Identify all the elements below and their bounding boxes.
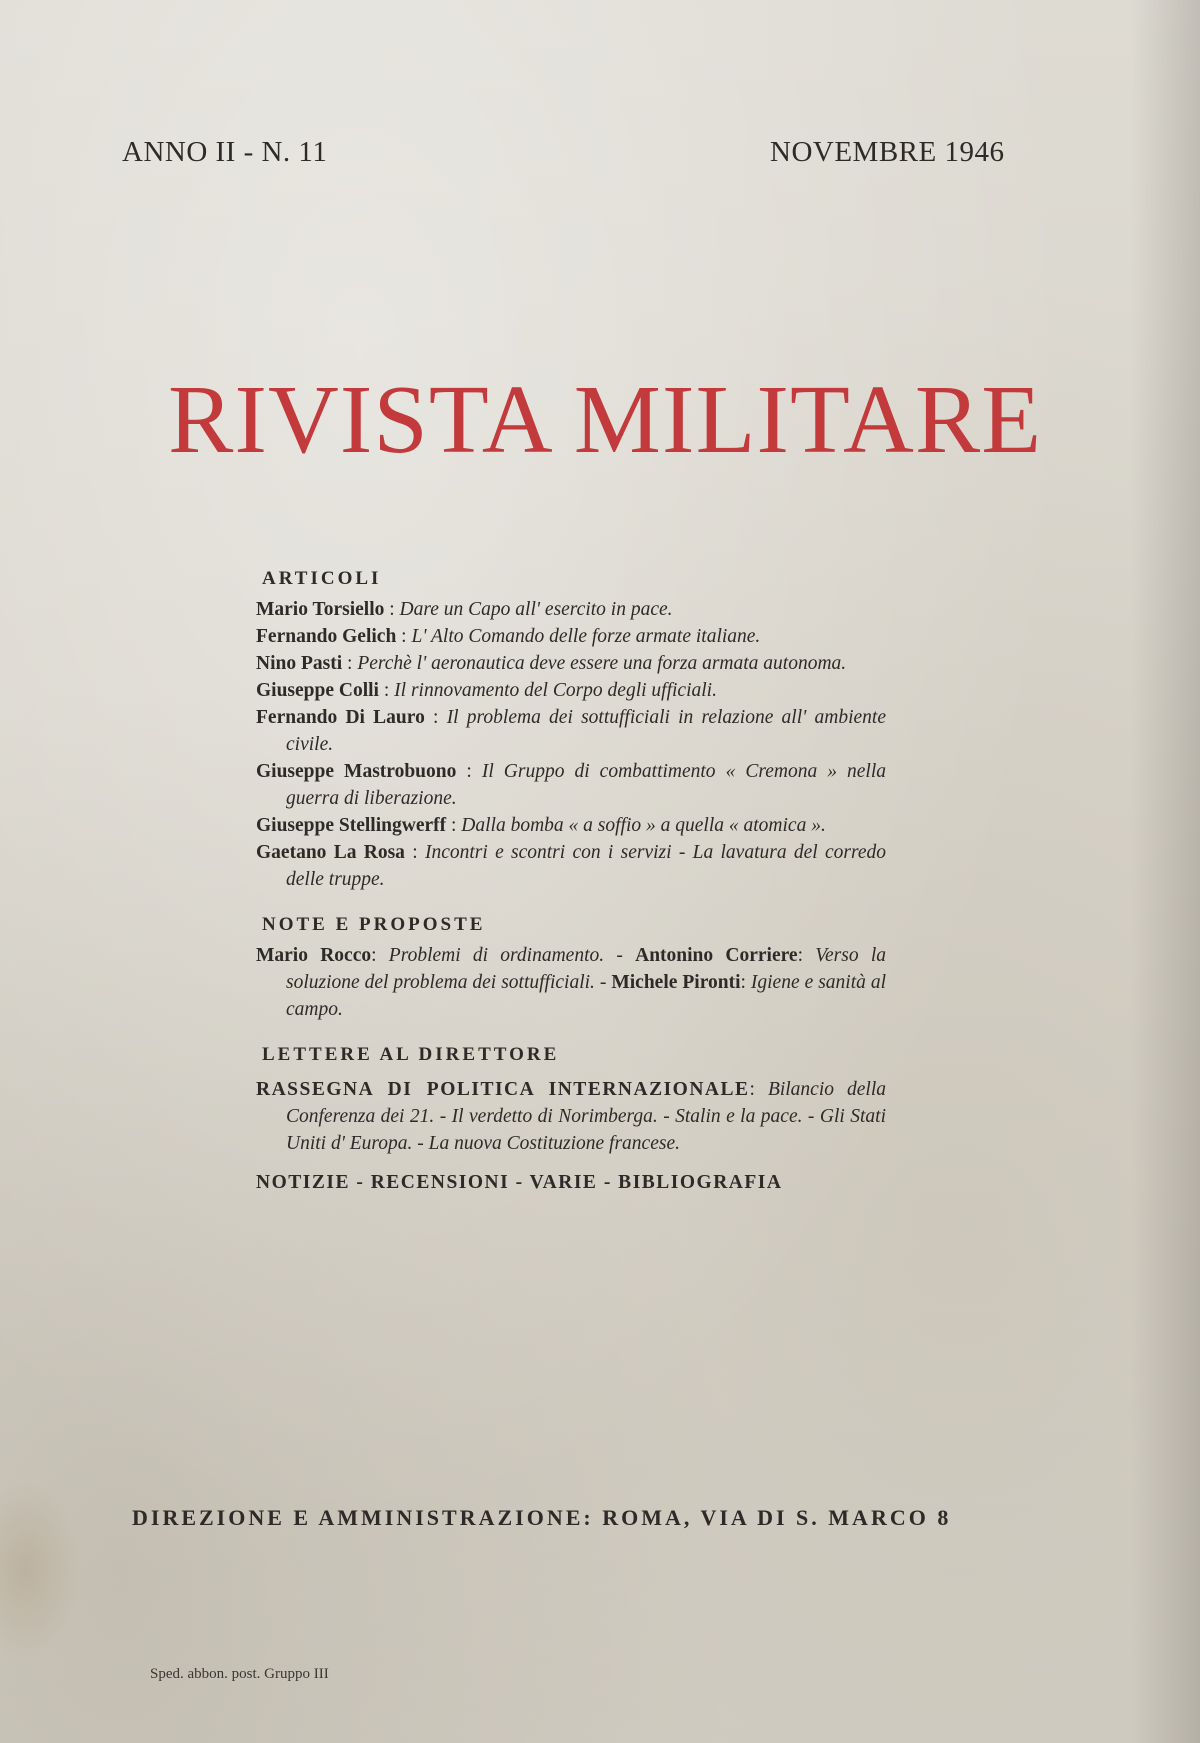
article-title: L' Alto Comando delle forze armate italiane. xyxy=(411,626,761,647)
article-entry: Fernando Gelich : L' Alto Comando delle forze armate italiane. xyxy=(256,626,761,647)
note-author: Michele Pironti xyxy=(611,972,741,993)
article-title: Dare un Capo all' esercito in pace. xyxy=(399,599,673,620)
note-title: Problemi di ordinamento. xyxy=(388,945,605,966)
issue-number: ANNO II - N. 11 xyxy=(122,136,328,168)
article-author: Mario Torsiello xyxy=(256,599,385,620)
article-title: Il Gruppo di combattimento « Cremona » nella guerra di liberazione. xyxy=(286,761,886,809)
article-author: Fernando Gelich xyxy=(256,626,397,647)
paper-stain xyxy=(0,1480,80,1660)
article-author: Giuseppe Mastrobuono xyxy=(256,761,457,782)
article-title: Incontri e scontri con i servizi - La lavatura del corredo delle truppe. xyxy=(286,842,887,890)
publisher-address: DIREZIONE E AMMINISTRAZIONE: ROMA, VIA DI S. MARCO 8 xyxy=(132,1505,952,1530)
section-heading-note: NOTE E PROPOSTE xyxy=(262,914,486,935)
sections-footer-line: NOTIZIE - RECENSIONI - VARIE - BIBLIOGRAFIA xyxy=(256,1172,783,1193)
article-author: Fernando Di Lauro xyxy=(256,707,425,728)
magazine-title: RIVISTA MILITARE xyxy=(168,366,1043,474)
note-entry: Michele Pironti: Igiene e sanità al campo. xyxy=(286,972,887,1020)
postal-note: Sped. abbon. post. Gruppo III xyxy=(150,1666,329,1682)
article-title: Il rinnovamento del Corpo degli ufficiali. xyxy=(394,680,717,701)
article-title: Il problema dei sottufficiali in relazione all' ambiente civile. xyxy=(286,707,886,755)
rassegna-text: Bilancio della Conferenza dei 21. - Il verdetto di Norimberga. - Stalin e la pace. - Gli Stati Uniti d' Europa. - La nuova Costituzione francese. xyxy=(286,1079,886,1154)
rassegna-label: RASSEGNA DI POLITICA INTERNAZIONALE xyxy=(256,1079,750,1100)
note-entry: Mario Rocco: Problemi di ordinamento. xyxy=(256,945,605,966)
note-title: Igiene e sanità al campo. xyxy=(286,972,887,1020)
article-author: Gaetano La Rosa xyxy=(256,842,405,863)
article-title: Perchè l' aeronautica deve essere una forza armata autonoma. xyxy=(357,653,847,674)
issue-date: NOVEMBRE 1946 xyxy=(770,136,1005,168)
page-edge-shadow xyxy=(1130,0,1200,1743)
article-entry: Giuseppe Colli : Il rinnovamento del Corpo degli ufficiali. xyxy=(256,680,717,701)
article-entry: Giuseppe Mastrobuono : Il Gruppo di combattimento « Cremona » nella guerra di liberazione. xyxy=(256,761,886,809)
note-title: Verso la soluzione del problema dei sottufficiali. xyxy=(286,945,886,993)
article-author: Giuseppe Colli xyxy=(256,680,379,701)
article-entry: Gaetano La Rosa : Incontri e scontri con i servizi - La lavatura del corredo delle truppe. xyxy=(256,842,887,890)
note-author: Mario Rocco xyxy=(256,945,372,966)
article-entry: Giuseppe Stellingwerff : Dalla bomba « a soffio » a quella « atomica ». xyxy=(256,815,826,836)
article-entry: Nino Pasti : Perchè l' aeronautica deve essere una forza armata autonoma. xyxy=(256,653,847,674)
article-author: Giuseppe Stellingwerff xyxy=(256,815,447,836)
section-heading-lettere: LETTERE AL DIRETTORE xyxy=(262,1044,560,1065)
note-entry: Antonino Corriere: Verso la soluzione del problema dei sottufficiali. xyxy=(286,945,886,993)
note-author: Antonino Corriere xyxy=(635,945,798,966)
article-entry: Fernando Di Lauro : Il problema dei sottufficiali in relazione all' ambiente civile. xyxy=(256,707,886,755)
article-author: Nino Pasti xyxy=(256,653,343,674)
article-title: Dalla bomba « a soffio » a quella « atomica ». xyxy=(461,815,826,836)
section-heading-articoli: ARTICOLI xyxy=(262,568,382,589)
articoli-list xyxy=(256,596,886,893)
rassegna-entry: RASSEGNA DI POLITICA INTERNAZIONALE: Bilancio della Conferenza dei 21. - Il verdetto di Norimberga. - Stalin e la pace. - Gli Stati Uniti d' Europa. - La nuova Costituzione francese. xyxy=(256,1079,886,1154)
note-list: Mario Rocco: Problemi di ordinamento. - Antonino Corriere: Verso la soluzione del problema dei sottufficiali. - Michele Pironti: Igiene e sanità al campo. xyxy=(256,945,887,1020)
table-of-contents xyxy=(256,565,886,1196)
article-entry: Mario Torsiello : Dare un Capo all' esercito in pace. xyxy=(256,599,673,620)
